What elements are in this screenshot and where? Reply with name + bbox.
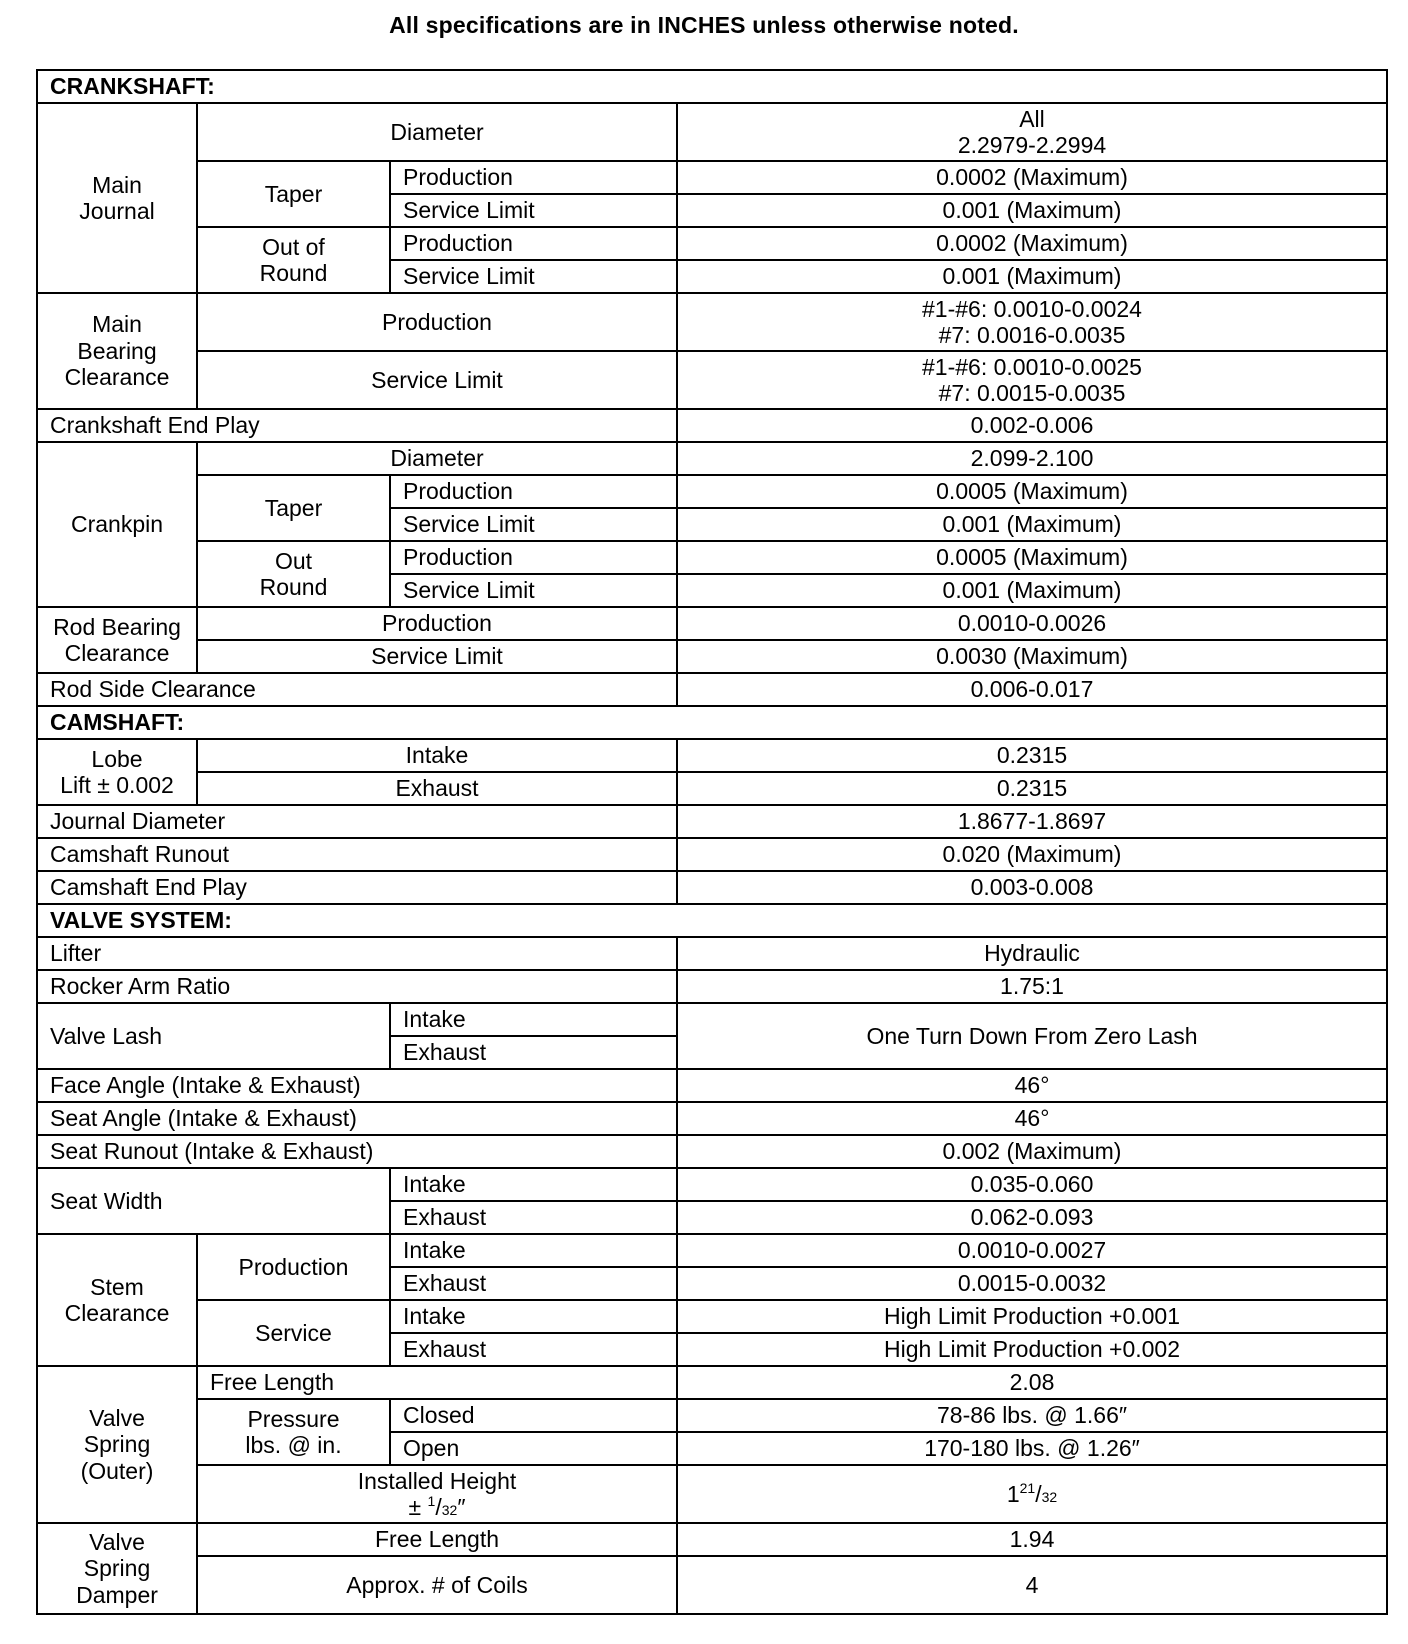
label-valve-spring-outer: Valve Spring (Outer): [37, 1366, 197, 1523]
value-main-bearing-service: #1-#6: 0.0010-0.0025 #7: 0.0015-0.0035: [677, 351, 1387, 409]
label-production: Production: [390, 227, 677, 260]
table-row: [37, 1102, 1387, 1135]
section-row-camshaft: [37, 706, 1387, 739]
table-row: [37, 351, 1387, 409]
label-production: Production: [197, 1234, 390, 1300]
value-installed-height: $1^{21}/32$: [677, 1465, 1387, 1523]
value-crankpin-oor-service: 0.001 (Maximum): [677, 574, 1387, 607]
table-row: [37, 1003, 1387, 1036]
table-row: [37, 409, 1387, 442]
label-exhaust: Exhaust: [390, 1201, 677, 1234]
table-row: [37, 442, 1387, 475]
label-diameter: Diameter: [197, 442, 677, 475]
value-main-oor-service: 0.001 (Maximum): [677, 260, 1387, 293]
value-lifter: Hydraulic: [677, 937, 1387, 970]
label-camshaft-runout: Camshaft Runout: [37, 838, 677, 871]
page-heading: All specifications are in INCHES unless otherwise noted.: [389, 12, 1019, 38]
value-spring-open: 170-180 lbs. @ 1.26″: [677, 1432, 1387, 1465]
label-rod-side-clearance: Rod Side Clearance: [37, 673, 677, 706]
value-crankpin-taper-service: 0.001 (Maximum): [677, 508, 1387, 541]
label-free-length: Free Length: [197, 1366, 677, 1399]
label-main-bearing-clearance: Main Bearing Clearance: [37, 293, 197, 409]
label-production: Production: [390, 161, 677, 194]
label-crankpin: Crankpin: [37, 442, 197, 607]
label-exhaust: Exhaust: [390, 1036, 677, 1069]
value-face-angle: 46°: [677, 1069, 1387, 1102]
table-row: [37, 1399, 1387, 1432]
section-title-crankshaft: CRANKSHAFT:: [37, 70, 1387, 103]
table-row: [37, 805, 1387, 838]
value-seat-width-exhaust: 0.062-0.093: [677, 1201, 1387, 1234]
label-exhaust: Exhaust: [197, 772, 677, 805]
label-service-limit: Service Limit: [390, 260, 677, 293]
value-lobe-exhaust: 0.2315: [677, 772, 1387, 805]
label-exhaust: Exhaust: [390, 1267, 677, 1300]
value-seat-angle: 46°: [677, 1102, 1387, 1135]
label-seat-width: Seat Width: [37, 1168, 390, 1234]
label-intake: Intake: [390, 1300, 677, 1333]
value-main-taper-production: 0.0002 (Maximum): [677, 161, 1387, 194]
label-production: Production: [197, 293, 677, 351]
label-service-limit: Service Limit: [390, 508, 677, 541]
section-row-crankshaft: [37, 70, 1387, 103]
value-main-bearing-production: #1-#6: 0.0010-0.0024 #7: 0.0016-0.0035: [677, 293, 1387, 351]
value-rod-side-clearance: 0.006-0.017: [677, 673, 1387, 706]
label-seat-runout: Seat Runout (Intake & Exhaust): [37, 1135, 677, 1168]
table-row: [37, 739, 1387, 772]
table-row: [37, 541, 1387, 574]
table-row: [37, 772, 1387, 805]
value-lobe-intake: 0.2315: [677, 739, 1387, 772]
section-title-valve-system: VALVE SYSTEM:: [37, 904, 1387, 937]
label-production: Production: [390, 475, 677, 508]
label-free-length: Free Length: [197, 1523, 677, 1556]
label-out-of-round: Out of Round: [197, 227, 390, 293]
table-row: [37, 1069, 1387, 1102]
label-service-limit: Service Limit: [197, 351, 677, 409]
table-row: [37, 640, 1387, 673]
label-service-limit: Service Limit: [390, 194, 677, 227]
section-title-camshaft: CAMSHAFT:: [37, 706, 1387, 739]
table-row: [37, 1556, 1387, 1614]
value-rod-bearing-production: 0.0010-0.0026: [677, 607, 1387, 640]
label-intake: Intake: [390, 1003, 677, 1036]
table-row: [37, 1234, 1387, 1267]
label-main-journal: Main Journal: [37, 103, 197, 293]
label-journal-diameter: Journal Diameter: [37, 805, 677, 838]
engine-spec-table: [36, 69, 1388, 1615]
table-row: [37, 1135, 1387, 1168]
label-intake: Intake: [197, 739, 677, 772]
label-service-limit: Service Limit: [390, 574, 677, 607]
label-production: Production: [390, 541, 677, 574]
label-taper: Taper: [197, 475, 390, 541]
table-row: [37, 1300, 1387, 1333]
label-exhaust: Exhaust: [390, 1333, 677, 1366]
table-row: [37, 1523, 1387, 1556]
value-camshaft-end-play: 0.003-0.008: [677, 871, 1387, 904]
table-row: [37, 1168, 1387, 1201]
label-face-angle: Face Angle (Intake & Exhaust): [37, 1069, 677, 1102]
table-row: [37, 673, 1387, 706]
table-row: [37, 103, 1387, 161]
label-service-limit: Service Limit: [197, 640, 677, 673]
label-intake: Intake: [390, 1168, 677, 1201]
label-valve-spring-damper: Valve Spring Damper: [37, 1523, 197, 1614]
value-rocker-arm-ratio: 1.75:1: [677, 970, 1387, 1003]
value-damper-coils: 4: [677, 1556, 1387, 1614]
label-seat-angle: Seat Angle (Intake & Exhaust): [37, 1102, 677, 1135]
table-row: [37, 227, 1387, 260]
value-valve-lash: One Turn Down From Zero Lash: [677, 1003, 1387, 1069]
value-main-diameter: All 2.2979-2.2994: [677, 103, 1387, 161]
value-rod-bearing-service: 0.0030 (Maximum): [677, 640, 1387, 673]
value-crankpin-taper-production: 0.0005 (Maximum): [677, 475, 1387, 508]
label-intake: Intake: [390, 1234, 677, 1267]
value-crankpin-oor-production: 0.0005 (Maximum): [677, 541, 1387, 574]
value-camshaft-runout: 0.020 (Maximum): [677, 838, 1387, 871]
value-seat-width-intake: 0.035-0.060: [677, 1168, 1387, 1201]
label-lobe-lift: Lobe Lift ± 0.002: [37, 739, 197, 805]
label-crankshaft-end-play: Crankshaft End Play: [37, 409, 677, 442]
label-closed: Closed: [390, 1399, 677, 1432]
label-valve-lash: Valve Lash: [37, 1003, 390, 1069]
table-row: [37, 607, 1387, 640]
value-seat-runout: 0.002 (Maximum): [677, 1135, 1387, 1168]
value-stem-production-exhaust: 0.0015-0.0032: [677, 1267, 1387, 1300]
value-damper-free-length: 1.94: [677, 1523, 1387, 1556]
value-crankpin-diameter: 2.099-2.100: [677, 442, 1387, 475]
label-camshaft-end-play: Camshaft End Play: [37, 871, 677, 904]
label-service: Service: [197, 1300, 390, 1366]
value-crankshaft-end-play: 0.002-0.006: [677, 409, 1387, 442]
value-main-taper-service: 0.001 (Maximum): [677, 194, 1387, 227]
value-stem-service-intake: High Limit Production +0.001: [677, 1300, 1387, 1333]
value-spring-closed: 78-86 lbs. @ 1.66″: [677, 1399, 1387, 1432]
value-stem-service-exhaust: High Limit Production +0.002: [677, 1333, 1387, 1366]
section-row-valve-system: [37, 904, 1387, 937]
label-production: Production: [197, 607, 677, 640]
table-row: [37, 1465, 1387, 1523]
label-lifter: Lifter: [37, 937, 677, 970]
table-row: [37, 1366, 1387, 1399]
label-diameter: Diameter: [197, 103, 677, 161]
label-taper: Taper: [197, 161, 390, 227]
table-row: [37, 838, 1387, 871]
table-row: [37, 970, 1387, 1003]
table-row: [37, 161, 1387, 194]
table-row: [37, 937, 1387, 970]
label-rocker-arm-ratio: Rocker Arm Ratio: [37, 970, 677, 1003]
label-out-round: Out Round: [197, 541, 390, 607]
value-main-oor-production: 0.0002 (Maximum): [677, 227, 1387, 260]
table-row: [37, 871, 1387, 904]
label-installed-height: Installed Height ± $^1$/32″: [197, 1465, 677, 1523]
table-row: [37, 293, 1387, 351]
value-spring-free-length: 2.08: [677, 1366, 1387, 1399]
table-row: [37, 475, 1387, 508]
label-pressure: Pressure lbs. @ in.: [197, 1399, 390, 1465]
label-approx-coils: Approx. # of Coils: [197, 1556, 677, 1614]
label-rod-bearing-clearance: Rod Bearing Clearance: [37, 607, 197, 673]
label-open: Open: [390, 1432, 677, 1465]
label-stem-clearance: Stem Clearance: [37, 1234, 197, 1366]
value-journal-diameter: 1.8677-1.8697: [677, 805, 1387, 838]
value-stem-production-intake: 0.0010-0.0027: [677, 1234, 1387, 1267]
